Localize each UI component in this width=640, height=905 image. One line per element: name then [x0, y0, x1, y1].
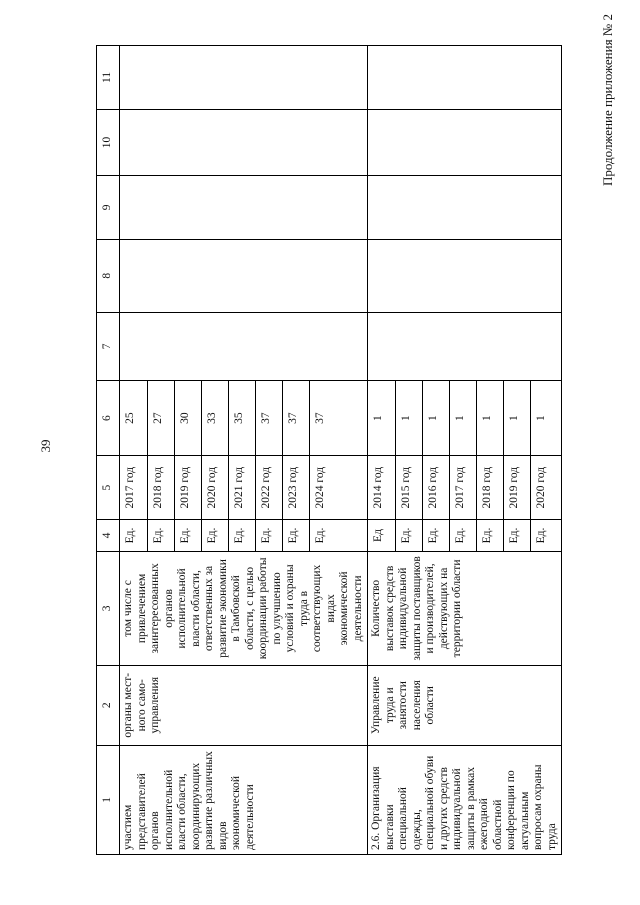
row2-values — [368, 381, 562, 456]
value-cell: 25 — [124, 412, 136, 424]
unit-cell: Ед. — [422, 520, 449, 551]
row2-col3: Количество выставок средств индивидуальной защиты поставщиков и производителей, действующих на территории области — [368, 551, 562, 665]
empty-cell — [120, 312, 368, 380]
header-cell: 4 — [97, 520, 120, 552]
year-cell: 2021 год — [228, 456, 255, 519]
year-cell: 2018 год — [147, 456, 174, 519]
value-cell: 1 — [503, 381, 530, 455]
unit-cell: Ед. — [530, 520, 557, 551]
year-cell: 2019 год — [174, 456, 201, 519]
table-row — [368, 46, 562, 855]
page-number: 39 — [38, 439, 53, 453]
row1-col3: том числе с привлечением заинтересованных органов исполнительной власти области, ответственных за развитие экономики в Тамбовской области, с целью координации работы по улучшению условий и охраны труда в соответствующих видах экономической деятельности — [120, 551, 368, 665]
header-cell: 6 — [97, 381, 120, 456]
value-cell: 1 — [476, 381, 503, 455]
row1-units — [120, 520, 368, 552]
empty-cell — [368, 312, 562, 380]
year-cell: 2020 год — [201, 456, 228, 519]
unit-cell: Ед. — [228, 520, 255, 551]
empty-cell — [368, 239, 562, 312]
header-row — [97, 46, 120, 855]
year-cell: 2018 год — [476, 456, 503, 519]
year-cell: 2020 год — [530, 456, 557, 519]
unit-cell: Ед. — [201, 520, 228, 551]
row2-col1: 2.6. Организация выставки специальной одежды, специальной обуви и других средств индивидуальной защиты в рамках ежегодной областной конференции по актуальным вопросам охраны труда — [368, 745, 562, 854]
value-cell: 30 — [174, 381, 201, 455]
unit-cell: Ед. — [282, 520, 309, 551]
value-cell: 37 — [255, 381, 282, 455]
year-cell: 2017 год — [449, 456, 476, 519]
header-cell: 2 — [97, 665, 120, 745]
unit-cell: Ед — [372, 529, 384, 542]
unit-cell: Ед. — [124, 527, 136, 544]
year-cell: 2022 год — [255, 456, 282, 519]
header-cell: 9 — [97, 175, 120, 239]
empty-cell — [368, 109, 562, 175]
year-cell: 2014 год — [372, 466, 384, 509]
unit-cell: Ед. — [476, 520, 503, 551]
year-cell: 2017 год — [124, 466, 136, 509]
program-table — [96, 45, 562, 855]
value-cell: 35 — [228, 381, 255, 455]
row1-values — [120, 381, 368, 456]
table-row — [120, 46, 368, 855]
empty-cell — [368, 46, 562, 110]
row1-col2: органы мест-ного само-управления — [120, 665, 368, 745]
unit-cell: Ед. — [255, 520, 282, 551]
row1-years — [120, 456, 368, 520]
header-cell: 7 — [97, 312, 120, 380]
unit-cell: Ед. — [309, 520, 336, 551]
empty-cell — [120, 239, 368, 312]
rotated-table-container — [96, 45, 592, 855]
empty-cell — [368, 175, 562, 239]
value-cell: 1 — [530, 381, 557, 455]
empty-cell — [120, 46, 368, 110]
value-cell: 33 — [201, 381, 228, 455]
year-cell: 2024 год — [309, 456, 336, 519]
header-cell: 10 — [97, 109, 120, 175]
unit-cell: Ед. — [503, 520, 530, 551]
year-cell: 2023 год — [282, 456, 309, 519]
row2-years — [368, 456, 562, 520]
header-cell: 8 — [97, 239, 120, 312]
value-cell: 37 — [309, 381, 336, 455]
value-cell: 1 — [422, 381, 449, 455]
value-cell: 1 — [449, 381, 476, 455]
value-cell: 1 — [372, 415, 384, 422]
unit-cell: Ед. — [174, 520, 201, 551]
value-cell: 37 — [282, 381, 309, 455]
value-cell: 27 — [147, 381, 174, 455]
empty-cell — [120, 175, 368, 239]
header-cell: 1 — [97, 745, 120, 854]
year-cell: 2019 год — [503, 456, 530, 519]
row1-col1: участием представителей органов исполнительной власти области, координирующих развитие различных видов экономической деятельности — [120, 745, 368, 854]
year-cell: 2016 год — [422, 456, 449, 519]
unit-cell: Ед. — [147, 520, 174, 551]
unit-cell: Ед. — [395, 520, 422, 551]
row2-units — [368, 520, 562, 552]
row2-col2: Управление труда и занятости населения области — [368, 665, 562, 745]
unit-cell: Ед. — [449, 520, 476, 551]
header-cell: 3 — [97, 551, 120, 665]
empty-cell — [120, 109, 368, 175]
header-cell: 11 — [97, 46, 120, 110]
continuation-label: Продолжение приложения № 2 — [600, 14, 615, 186]
header-cell: 5 — [97, 456, 120, 520]
year-cell: 2015 год — [395, 456, 422, 519]
value-cell: 1 — [395, 381, 422, 455]
